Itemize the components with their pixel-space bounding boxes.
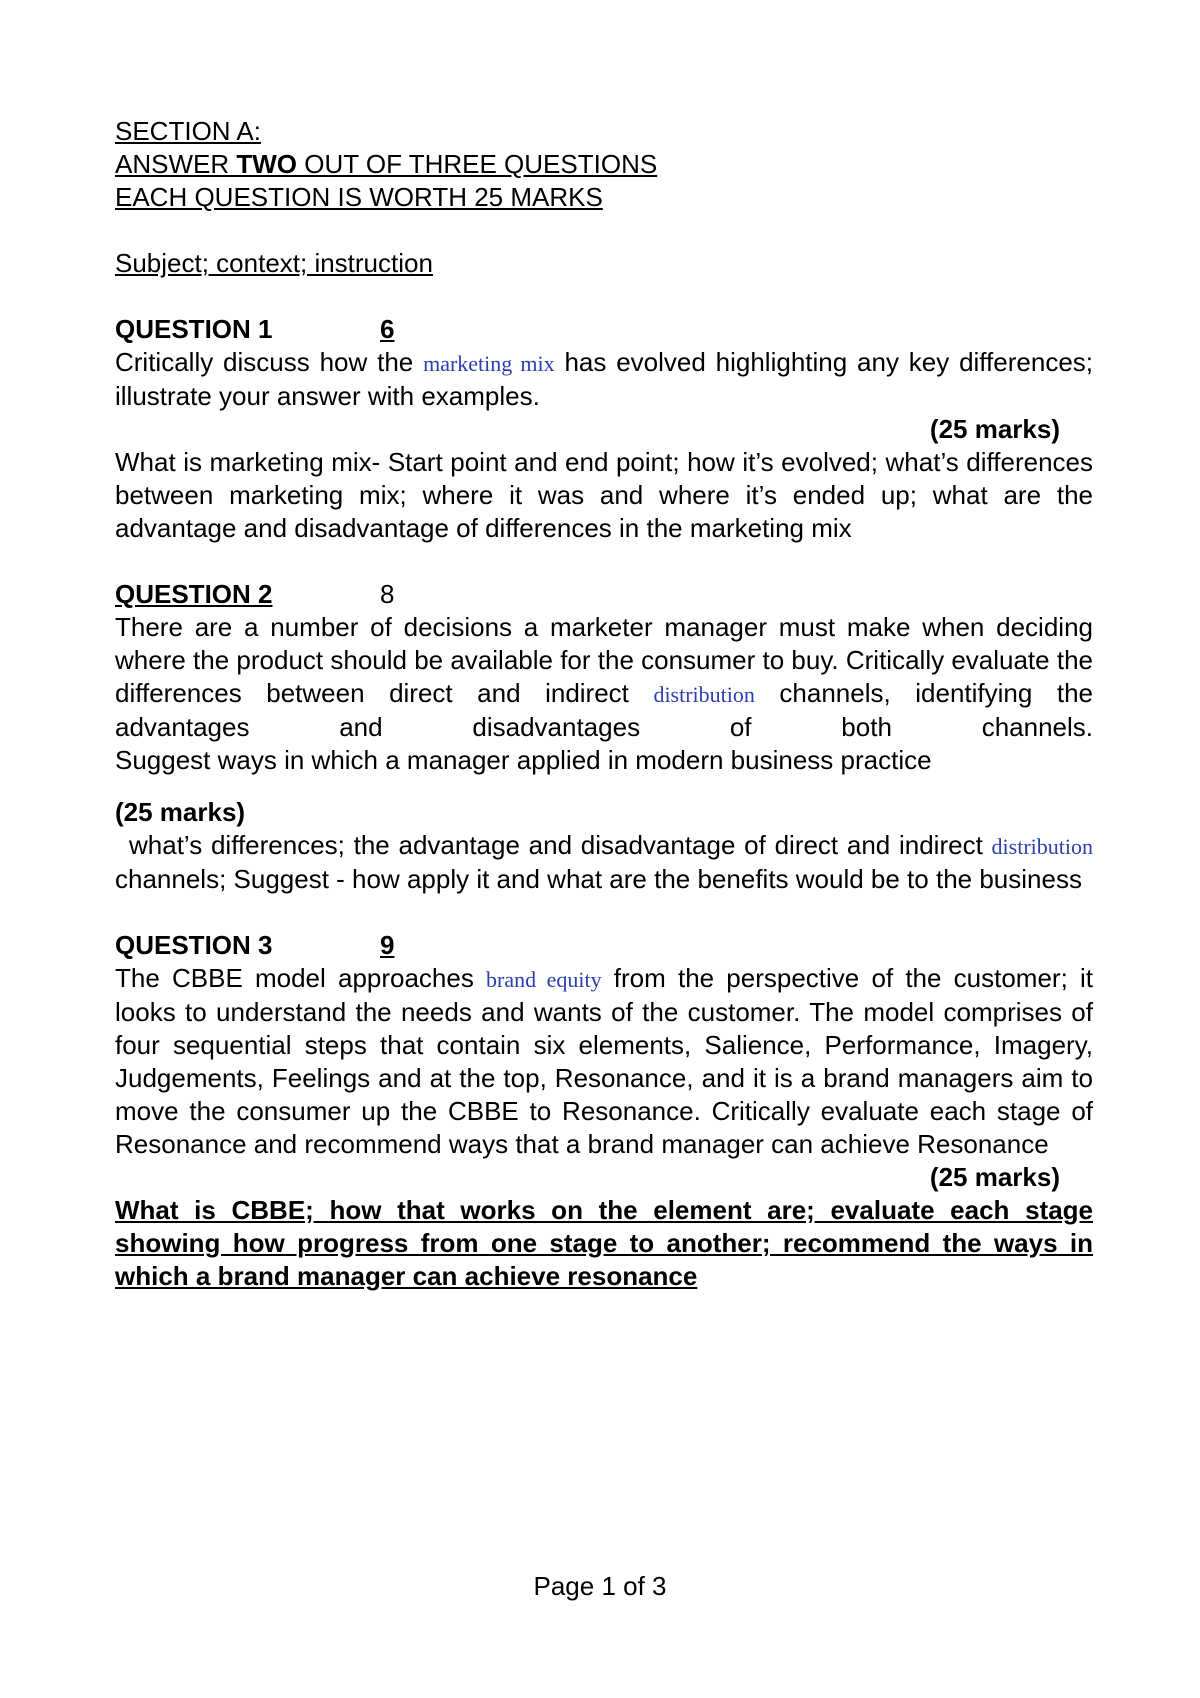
question-3-label: QUESTION 3 [115,930,273,960]
question-3-text-pre: The CBBE model approaches [115,963,487,993]
question-1-heading [115,313,1093,346]
question-3-term: brand equity [486,967,602,992]
question-3-marks: (25 marks) [929,1162,1060,1192]
section-instruction [115,148,1093,181]
question-2-note-pre: what’s differences; the advantage and disadvantage of direct and indirect [129,830,992,860]
instruction-post: OUT OF THREE QUESTIONS [297,149,658,179]
question-3-number: 9 [380,930,395,960]
question-2-text-last: Suggest ways in which a manager applied in modern business practice [115,745,932,775]
question-3-text [115,962,1093,1161]
question-1-text [115,346,1093,413]
section-title: SECTION A: [115,116,261,146]
question-1-note: What is marketing mix- Start point and end point; how it’s evolved; what’s differences between marketing mix; where it was and where it’s ended up; what are the advantage and disadvantage of differences in the marketing mix [115,447,1093,543]
question-2-note-post: channels; Suggest - how apply it and what are the benefits would be to the business [115,864,1082,894]
question-2-term: distribution [653,682,755,707]
question-2-marks: (25 marks) [115,797,246,827]
question-2-number: 8 [380,579,395,609]
question-1-label: QUESTION 1 [115,314,273,344]
document-body [115,115,1093,1293]
question-1-number: 6 [380,314,395,344]
question-2-heading [115,578,1093,611]
question-3-heading [115,929,1093,962]
instruction-bold: TWO [236,149,297,179]
question-2-label: QUESTION 2 [115,579,273,609]
question-1-term: marketing mix [423,351,555,376]
question-3-note: What is CBBE; how that works on the element are; evaluate each stage showing how progress from one stage to another; recommend the ways in which a brand manager can achieve resonance [115,1195,1093,1291]
question-2-text-post: channels, identifying the advantages and disadvantages of both channels. [115,678,1093,742]
section-worth: EACH QUESTION IS WORTH 25 MARKS [115,182,603,212]
page-footer: Page 1 of 3 [533,1571,667,1601]
question-1-marks: (25 marks) [929,414,1060,444]
question-2-note-term: distribution [991,834,1093,859]
instruction-pre: ANSWER [115,149,237,179]
question-2-text-pre: There are a number of decisions a marketer manager must make when deciding where the product should be available for the consumer to buy. Critically evaluate the differences between direct and indirect [115,612,1093,708]
question-2-text [115,611,1093,744]
question-2-note [115,829,1093,896]
question-1-text-post: has evolved highlighting any key differences; illustrate your answer with examples. [115,347,1094,411]
question-3-text-post: from the perspective of the customer; it looks to understand the needs and wants of the customer. The model comprises of four sequential steps that contain six elements, Salience, Performance, Imagery, Judgements, Feelings and at the top, Resonance, and it is a brand managers aim to move the consumer up the CBBE to Resonance. Critically evaluate each stage of Resonance and recommend ways that a brand manager can achieve Resonance [115,963,1093,1159]
section-subtitle: Subject; context; instruction [115,248,433,278]
question-1-text-pre: Critically discuss how the [115,347,424,377]
